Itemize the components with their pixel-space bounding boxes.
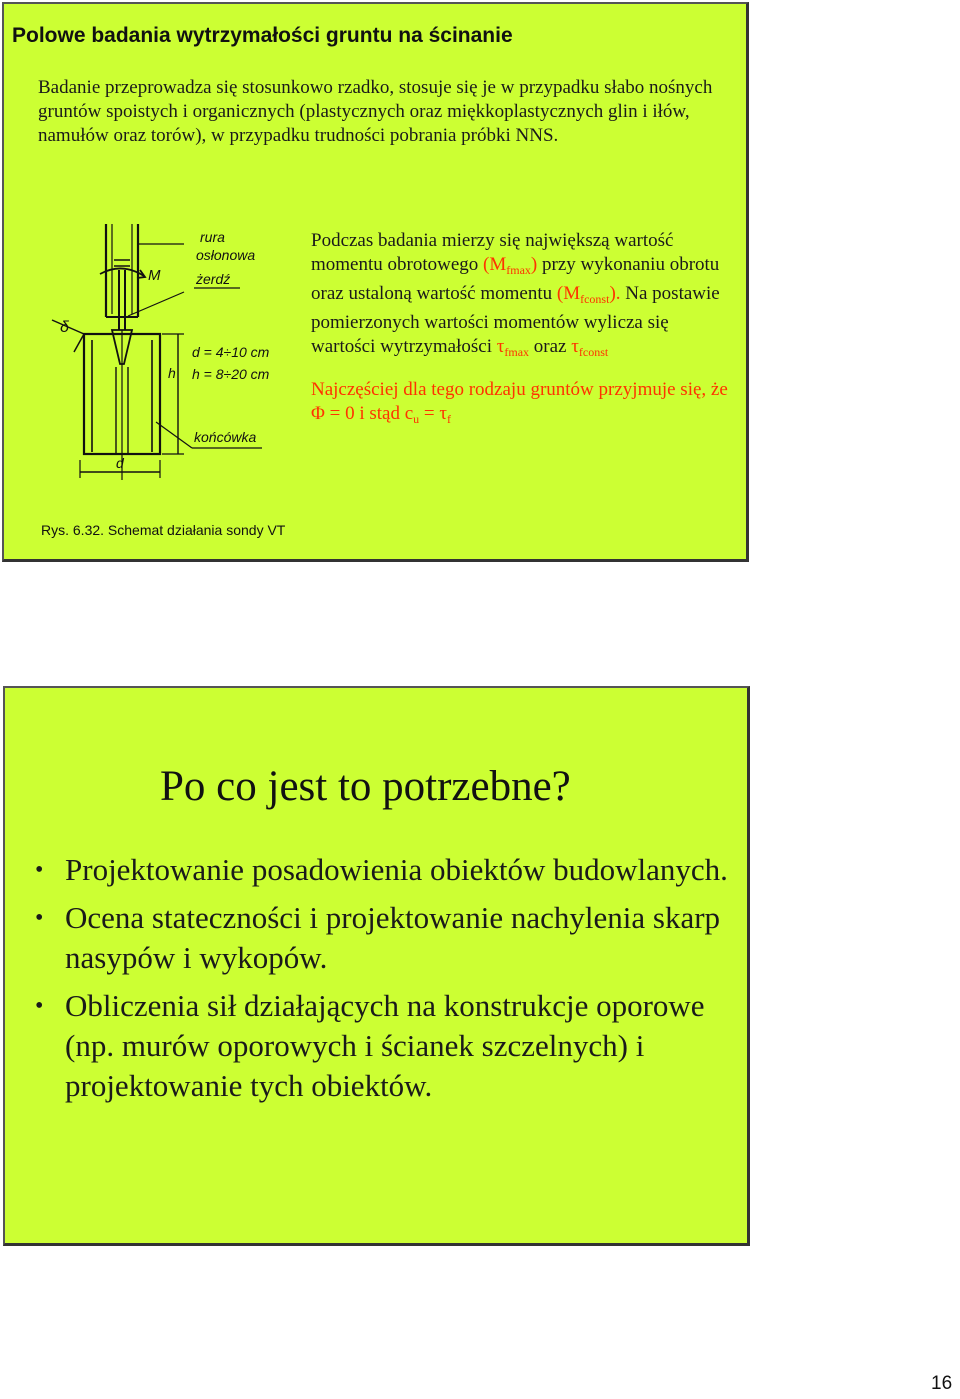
label-d-range: d = 4÷10 cm [192,344,270,360]
measurement-paragraph: Podczas badania mierzy się największą wartość momentu obrotowego $(M_{fmax})$ przy wykonaniu obrotu oraz ustaloną wartość momentu $(M_{fconst})$. Na postawie pomierzonych wartości momentów wylicza się wartości wytrzymałości $\tau_{fmax}$ oraz $\tau_{fconst}$ [311,230,720,359]
list-item: • Obliczenia sił działających na konstrukcje oporowe (np. murów oporowych i ścianek szczelnych) i projektowanie tych obiektów. [35,988,705,1103]
bullet-icon: • [35,857,44,883]
label-h-range: h = 8÷20 cm [192,366,270,382]
label-zerdz: żerdź [196,271,231,287]
label-h: h [168,365,176,381]
measurement-description [311,229,731,431]
page-number: 16 [931,1373,953,1394]
label-koncowka: końcówka [194,429,257,445]
list-item: • Ocena stateczności i projektowanie nachylenia skarp nasypów i wykopów. [35,900,721,975]
bullet-icon: • [35,993,44,1019]
slide-title: Po co jest to potrzebne? [160,763,571,810]
label-rura: rura [200,229,225,245]
slide-title: Polowe badania wytrzymałości gruntu na ścinanie [12,24,513,47]
intro-paragraph: Badanie przeprowadza się stosunkowo rzadko, stosuje się je w przypadku słabo nośnych gruntów spoistych i organicznych (plastycznych oraz miękkoplastycznych glin i iłów, namułów oraz torów), w przypadku trudności pobrania próbki NNS. [38,77,713,146]
list-item: • Projektowanie posadowienia obiektów budowlanych. [35,850,735,890]
label-oslonowa: osłonowa [196,247,256,263]
bullet-icon: • [35,905,44,931]
slide-applications [3,686,750,1246]
slide-vane-shear-test [2,2,749,562]
label-d: d [116,455,124,471]
vane-probe-diagram [44,222,294,482]
figure-caption: Rys. 6.32. Schemat działania sondy VT [41,522,286,538]
applications-list [35,850,735,1114]
assumption-paragraph: Najczęściej dla tego rodzaju gruntów przyjmuje się, że Φ = 0 i stąd $c_u = \tau_f$ [311,379,728,426]
label-delta: δ [60,319,69,336]
label-m: M [148,267,161,284]
